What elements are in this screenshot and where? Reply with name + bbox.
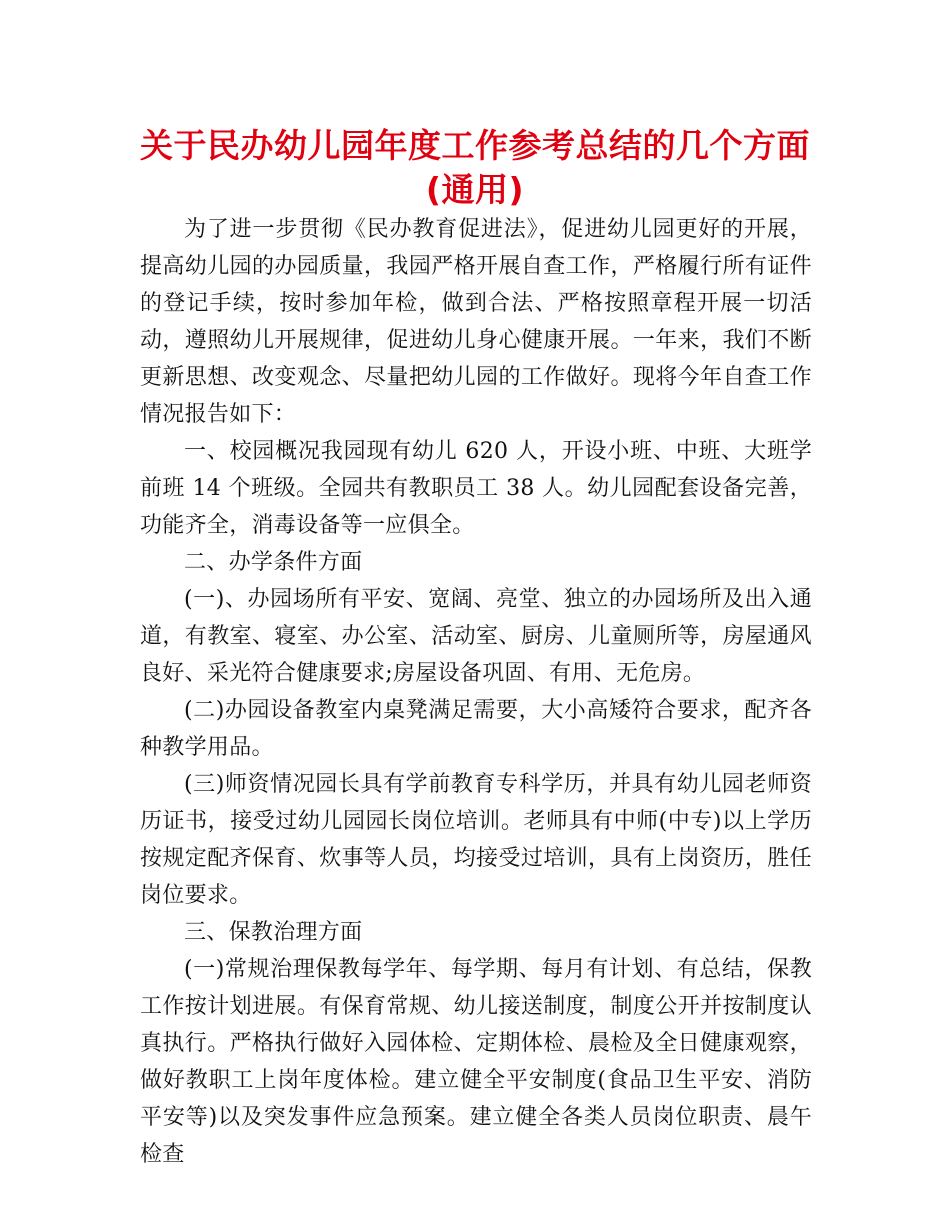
section-heading-management: 三、保教治理方面 (184, 920, 363, 945)
paragraph-premises: (一)、办园场所有平安、宽阔、亮堂、独立的办园场所及出入通道，有教室、寝室、办公室、活动室、厨房、儿童厕所等，房屋通风良好、采光符合健康要求;房屋设备巩固、有用、无危房。 (140, 587, 812, 686)
section-heading-conditions: 二、办学条件方面 (184, 550, 363, 575)
document-subtitle: (通用) (425, 170, 525, 209)
document-body (140, 211, 812, 1173)
paragraph-campus-overview: 一、校园概况我园现有幼儿 620 人，开设小班、中班、大班学前班 14 个班级。全园共有教职员工 38 人。幼儿园配套设备完善，功能齐全，消毒设备等一应俱全。 (140, 439, 812, 538)
paragraph-intro: 为了进一步贯彻《民办教育促进法》，促进幼儿园更好的开展，提高幼儿园的办园质量，我园严格开展自查工作，严格履行所有证件的登记手续，按时参加年检，做到合法、严格按照章程开展一切活动，遵照幼儿开展规律，促进幼儿身心健康开展。一年来，我们不断更新思想、改变观念、尽量把幼儿园的工作做好。现将今年自查工作情况报告如下： (140, 217, 812, 427)
paragraph-equipment: (二)办园设备教室内桌凳满足需要，大小高矮符合要求，配齐各种教学用品。 (140, 698, 812, 760)
paragraph-routine-management: (一)常规治理保教每学年、每学期、每月有计划、有总结，保教工作按计划进展。有保育常规、幼儿接送制度，制度公开并按制度认真执行。严格执行做好入园体检、定期体检、晨检及全日健康观察，做好教职工上岗年度体检。建立健全平安制度(食品卫生平安、消防平安等)以及突发事件应急预案。建立健全各类人员岗位职责、晨午检查 (140, 957, 812, 1167)
paragraph-staff: (三)师资情况园长具有学前教育专科学历，并具有幼儿园老师资历证书，接受过幼儿园园长岗位培训。老师具有中师(中专)以上学历按规定配齐保育、炊事等人员，均接受过培训，具有上岗资历，胜任岗位要求。 (140, 772, 812, 908)
document-title: 关于民办幼儿园年度工作参考总结的几个方面 (140, 126, 810, 165)
